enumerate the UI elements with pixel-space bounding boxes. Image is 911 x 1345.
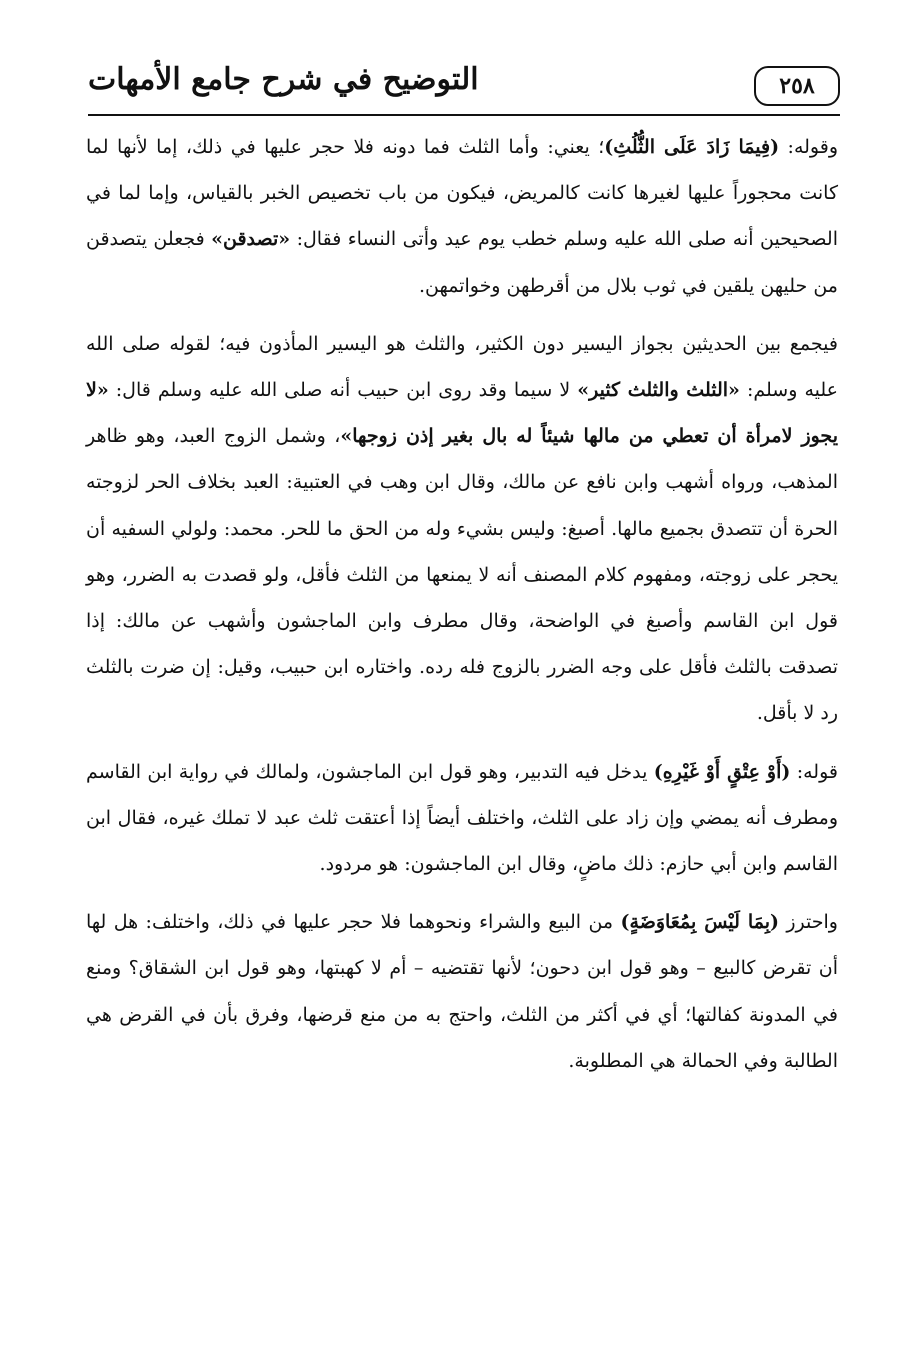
running-title: التوضيح في شرح جامع الأمهات xyxy=(88,62,479,97)
paragraph xyxy=(86,321,838,737)
quoted-matn: (بِمَا لَيْسَ بِمُعَاوَضَةٍ) xyxy=(620,911,779,934)
text-run: فجعلن يتصدقن من حليهن يلقين في ثوب بلال من أقرطهن وخواتمهن. xyxy=(86,228,838,297)
text-run: من البيع والشراء ونحوهما فلا حجر عليها في ذلك، واختلف: هل لها أن تقرض كالبيع – وهو قول ابن دحون؛ لأنها تقتضيه – أم لا كهبتها، وهو قول ابن الشقاق؟ ومنع في المدونة كفالتها؛ أي في أكثر من الثلث، واحتج به من منع قرضها، وفرق بأن في القرض هي الطالبة وفي الحمالة هي المطلوبة. xyxy=(86,911,838,1072)
text-run: ؛ يعني: وأما الثلث فما دونه فلا حجر عليها في ذلك، إما لأنها لما كانت محجوراً عليها لغيرها كانت كالمريض، فيكون من باب تخصيص الخبر بالقياس، وإما لما في الصحيحين أنه صلى الله عليه وسلم خطب يوم عيد وأتى النساء فقال: xyxy=(86,136,838,251)
quoted-matn: (فِيمَا زَادَ عَلَى الثُّلُثِ) xyxy=(604,136,780,158)
paragraph xyxy=(86,899,838,1084)
hadith-quote: «لا يجوز لامرأة أن تعطي من مالها شيئاً له بال بغير إذن زوجها» xyxy=(86,379,838,448)
text-run: ، وشمل الزوج العبد، وهو ظاهر المذهب، ورواه أشهب وابن نافع عن مالك، وقال ابن وهب في العتبية: العبد بخلاف الحر لزوجته الحرة أن تتصدق بجميع مالها. أصبغ: وليس بشيء وله من الحق ما للحر. محمد: ولولي السفيه أن يحجر على زوجته، ومفهوم كلام المصنف أنه لا يمنعها من الثلث فأقل، ولو قصدت به الضرر، وهو قول ابن القاسم وأصبغ في الواضحة، وقال مطرف وابن الماجشون وأشهب عن مالك: إذا تصدقت بالثلث فأقل على وجه الضرر بالزوج فله رده. واختاره ابن حبيب، وقيل: إن ضرت بالثلث رد لا بأقل. xyxy=(86,425,838,725)
text-run: وقوله: xyxy=(779,136,838,158)
hadith-quote: «تصدقن» xyxy=(211,228,291,251)
page-number: ٢٥٨ xyxy=(754,66,840,106)
hadith-quote: «الثلث والثلث كثير» xyxy=(577,379,740,402)
text-run: يدخل فيه التدبير، وهو قول ابن الماجشون، ولمالك في رواية ابن القاسم ومطرف أنه يمضي وإن زاد على الثلث، واختلف أيضاً إذا أعتقت ثلث عبد لا تملك غيره، فقال ابن القاسم وابن أبي حازم: ذلك ماضٍ، وقال ابن الماجشون: هو مردود. xyxy=(86,760,838,876)
paragraph xyxy=(86,749,838,888)
text-run: فيجمع بين الحديثين بجواز اليسير دون الكثير، والثلث هو اليسير المأذون فيه؛ لقوله صلى الله عليه وسلم: xyxy=(86,332,839,402)
quoted-matn: (أَوْ عِتْقٍ أَوْ غَيْرِهِ) xyxy=(653,760,791,783)
paragraph xyxy=(86,124,838,309)
header-divider xyxy=(88,114,840,116)
body-text xyxy=(86,124,838,1096)
text-run: واحترز xyxy=(778,911,838,934)
text-run: قوله: xyxy=(790,760,838,783)
text-run: لا سيما وقد روى ابن حبيب أنه صلى الله عليه وسلم قال: xyxy=(108,379,578,402)
page-header xyxy=(88,62,840,112)
